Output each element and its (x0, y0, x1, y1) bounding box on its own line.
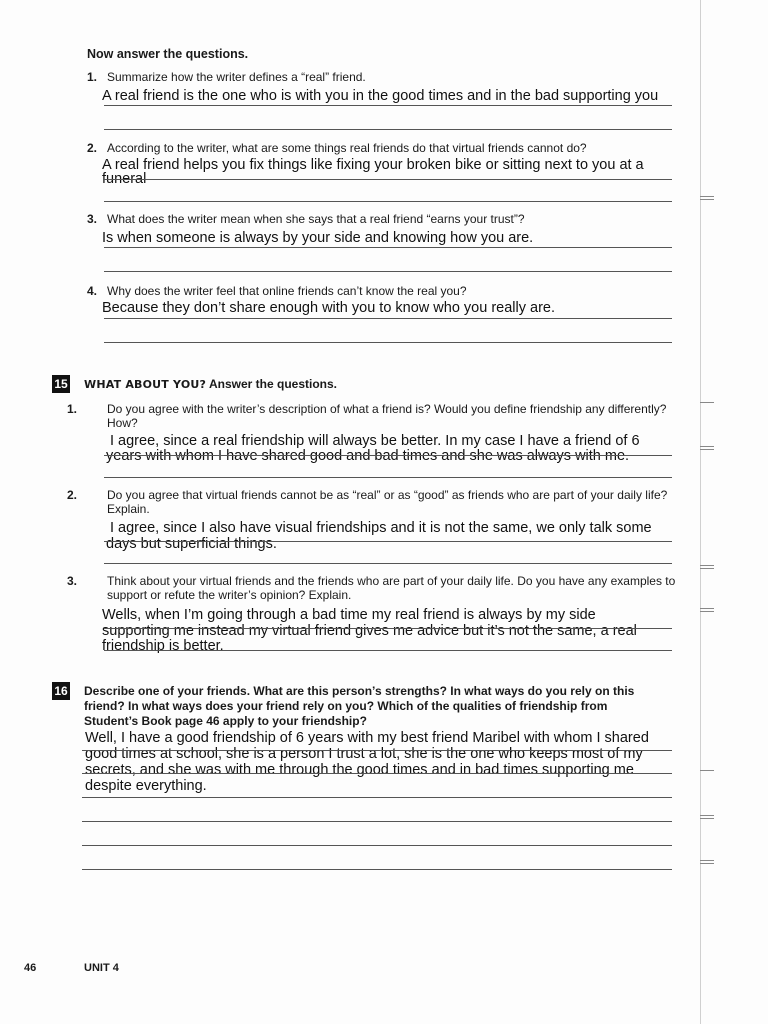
answer-rule (82, 869, 672, 870)
answer-rule (104, 455, 672, 456)
answer-rule (104, 477, 672, 478)
answer-rule (104, 650, 672, 651)
question-text: Think about your virtual friends and the friends who are part of your daily life. Do you have any examples to support or refute the writer’s opinion? Explain. (107, 574, 676, 602)
edge-mark (700, 770, 714, 771)
answer-line[interactable]: Because they don’t share enough with you to know who you really are. (102, 300, 555, 316)
edge-mark (700, 196, 714, 200)
answer-line[interactable]: secrets, and she was with me through the good times and in bad times supporting me (85, 762, 634, 778)
edge-mark (700, 402, 714, 403)
answer-rule (104, 342, 672, 343)
question-text: Summarize how the writer defines a “real” friend. (107, 70, 366, 84)
question-1 (87, 70, 667, 84)
answer-rule (104, 563, 672, 564)
answer-line[interactable]: A real friend helps you fix things like fixing your broken bike or sitting next to you at a (102, 157, 644, 173)
edge-mark (700, 446, 714, 450)
section-title-rest: Answer the questions. (206, 377, 338, 391)
answer-line[interactable]: Wells, when I’m going through a bad time my real friend is always by my side (102, 607, 596, 623)
question-15-3 (67, 574, 682, 602)
question-number: 3. (67, 574, 78, 588)
question-number: 2. (87, 141, 98, 155)
edge-mark (700, 608, 714, 612)
intro-heading: Now answer the questions. (87, 47, 249, 61)
question-text: Do you agree that virtual friends cannot be as “real” or as “good” as friends who are part of your daily life? Explain. (107, 488, 668, 516)
answer-rule (82, 845, 672, 846)
page-edge (700, 0, 701, 1024)
answer-rule (104, 247, 672, 248)
answer-rule (104, 318, 672, 319)
question-4 (87, 284, 667, 298)
answer-rule (104, 628, 672, 629)
question-15-1 (67, 402, 677, 430)
edge-mark (700, 860, 714, 864)
answer-rule (82, 797, 672, 798)
answer-rule (104, 271, 672, 272)
answer-rule (82, 773, 672, 774)
answer-rule (104, 105, 672, 106)
answer-line[interactable]: Well, I have a good friendship of 6 years with my best friend Maribel with whom I shared (85, 730, 649, 746)
answer-rule (82, 821, 672, 822)
question-15-2 (67, 488, 687, 516)
section-badge-15: 15 (52, 375, 70, 393)
answer-line[interactable]: I agree, since I also have visual friendships and it is not the same, we only talk some (110, 520, 652, 536)
answer-rule (104, 201, 672, 202)
answer-line[interactable]: A real friend is the one who is with you in the good times and in the bad supporting you (102, 88, 659, 104)
question-number: 1. (67, 402, 78, 416)
answer-line[interactable]: despite everything. (85, 778, 207, 794)
question-text: Do you agree with the writer’s description of what a friend is? Would you define friendship any differently? How? (107, 402, 667, 430)
answer-line[interactable]: Is when someone is always by your side and knowing how you are. (102, 230, 534, 246)
question-number: 3. (87, 212, 98, 226)
edge-mark (700, 815, 714, 819)
answer-rule (104, 541, 672, 542)
answer-line[interactable]: friendship is better. (102, 638, 224, 654)
unit-label: UNIT 4 (84, 962, 119, 974)
edge-mark (700, 565, 714, 569)
answer-line[interactable]: funeral (102, 171, 147, 187)
answer-line[interactable]: good times at school, she is a person I trust a lot, she is the one who keeps most of my (85, 746, 643, 762)
answer-rule (104, 179, 672, 180)
section-title-caps: WHAT ABOUT YOU? (84, 378, 207, 391)
page-number: 46 (24, 962, 37, 974)
question-3 (87, 212, 667, 226)
section-badge-16: 16 (52, 682, 70, 700)
answer-rule (104, 129, 672, 130)
section-title-16: Describe one of your friends. What are this person’s strengths? In what ways do you rely on this friend? In what ways does your friend rely on you? Which of the qualities of friendship from Student’s Book page 46 apply to your friendship? (84, 684, 635, 728)
section-title-15 (84, 377, 684, 392)
question-text: Why does the writer feel that online friends can’t know the real you? (107, 284, 467, 298)
question-number: 2. (67, 488, 78, 502)
answer-line[interactable]: I agree, since a real friendship will always be better. In my case I have a friend of 6 (110, 433, 640, 449)
answer-rule (82, 750, 672, 751)
question-2 (87, 141, 667, 155)
question-number: 1. (87, 70, 98, 84)
answer-line[interactable]: years with whom I have shared good and bad times and she was always with me. (106, 448, 630, 464)
question-number: 4. (87, 284, 98, 298)
question-text: According to the writer, what are some things real friends do that virtual friends cannot do? (107, 141, 587, 155)
answer-line[interactable]: supporting me instead my virtual friend gives me advice but it’s not the same, a real (102, 623, 637, 639)
question-text: What does the writer mean when she says that a real friend “earns your trust”? (107, 212, 525, 226)
answer-line[interactable]: days but superficial things. (106, 536, 277, 552)
